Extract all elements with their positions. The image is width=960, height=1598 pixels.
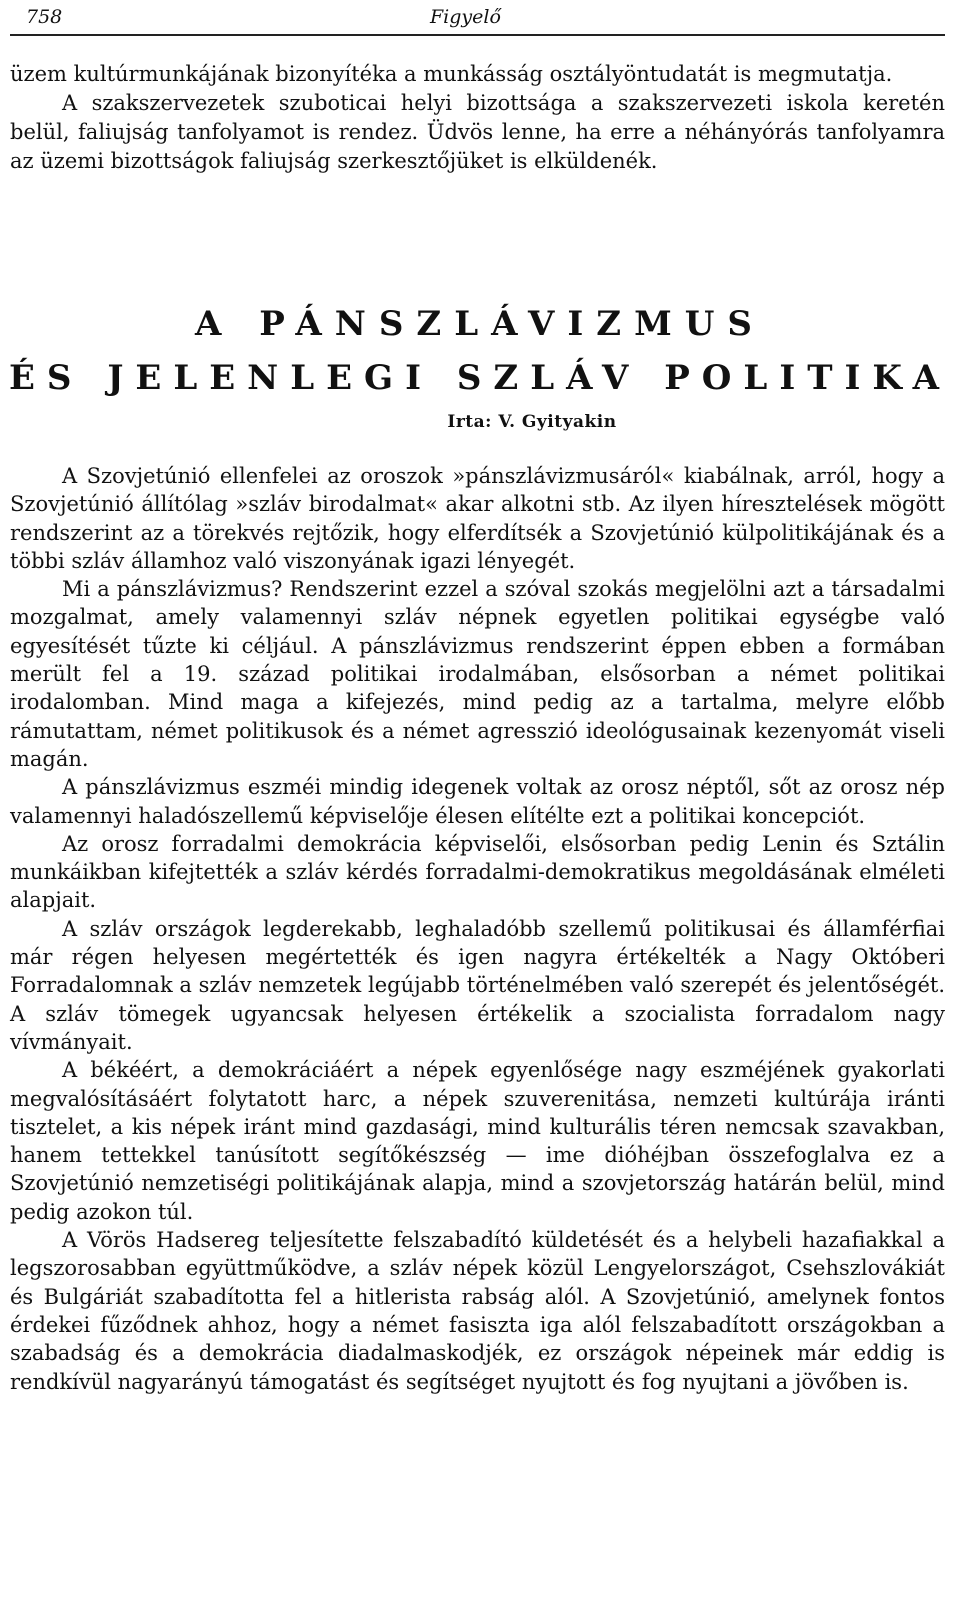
article-title-line2: ÉS JELENLEGI SZLÁV POLITIKA (9, 358, 951, 398)
article-byline: Irta: V. Gyityakin (447, 412, 617, 432)
article-paragraph: A békéért, a demokráciáért a népek egyenlősége nagy eszméjének gyakorlati megvalósításáért folytatott harc, a népek szuverenitása, nemzeti kultúrája iránti tisztelet, a kis népek iránt mind gazdasági, mind kulturális téren nemcsak szavakban, hanem tettekkel tanúsított segítőkészség — ime dióhéjban összefoglalva ez a Szovjetúnió nemzetiségi politikájának alapja, mind a szovjetország határán belül, mind pedig azokon túl. (10, 1058, 945, 1224)
article-paragraph: A pánszlávizmus eszméi mindig idegenek voltak az orosz néptől, sőt az orosz nép valamennyi haladószellemű képviselője élesen elítélte ezt a politikai koncepciót. (10, 775, 945, 828)
intro-paragraph: A szakszervezetek szuboticai helyi bizottsága a szakszervezeti iskola keretén belül, faliujság tanfolyamot is rendez. Üdvös lenne, ha erre a néhányórás tanfolyamra az üzemi bizottságok faliujság szerkesztőjüket is elküldenék. (10, 91, 945, 173)
article-body (10, 462, 945, 1396)
running-header (10, 4, 945, 36)
intro-paragraph: üzem kultúrmunkájának bizonyítéka a munkásság osztályöntudatát is megmutatja. (10, 62, 893, 86)
article-paragraph: A Szovjetúnió ellenfelei az oroszok »pánszlávizmusáról« kiabálnak, arról, hogy a Szovjetúnió állítólag »szláv birodalmat« akar alkotni stb. Az ilyen híresztelések mögött rendszerint az a törekvés rejtőzik, hogy elferdítsék a Szovjetúnió külpolitikájának és a többi szláv államhoz való viszonyának igazi lényegét. (10, 464, 945, 573)
article-paragraph: Mi a pánszlávizmus? Rendszerint ezzel a szóval szokás megjelölni azt a társadalmi mozgalmat, amely valamennyi szláv népnek egyetlen politikai egységbe való egyesítését tűzte ki céljául. A pánszlávizmus rendszerint éppen ebben a formában merült fel a 19. század politikai irodalmában, elsősorban a német politikai irodalomban. Mind maga a kifejezés, mind pedig az a tartalma, melyre előbb rámutattam, német politikusok és a német agresszió ideológusainak kezenyomát viseli magán. (10, 577, 945, 771)
page-number: 758 (26, 6, 63, 28)
article-paragraph: A Vörös Hadsereg teljesítette felszabadító küldetését és a helybeli hazafiakkal a legszorosabban együttműködve, a szláv népek közül Lengyelországot, Csehszlovákiát és Bulgáriát szabadította fel a hitlerista rabság alól. A Szovjetúnió, amelynek fontos érdekei fűződnek ahhoz, hogy a német fasiszta iga alól felszabadított országokban a szabadság és a demokrácia diadalmaskodjék, ez országok népeinek már eddig is rendkívül nagyarányú támogatást és segítséget nyujtott és fog nyujtani a jövőben is. (10, 1228, 945, 1394)
journal-title: Figyelő (430, 6, 501, 28)
intro-text (10, 60, 945, 176)
article-paragraph: A szláv országok legderekabb, leghaladóbb szellemű politikusai és államférfiai már régen helyesen megértették és igen nagyra értékelték a Nagy Októberi Forradalomnak a szláv nemzetek legújabb történelmében való szerepét és jelentőségét. A szláv tömegek ugyancsak helyesen értékelik a szocialista forradalom nagy vívmányait. (10, 916, 945, 1054)
article-title-line1: A PÁNSZLÁVIZMUS (195, 304, 765, 344)
article-paragraph: Az orosz forradalmi demokrácia képviselői, elsősorban pedig Lenin és Sztálin munkáikban kifejtették a szláv kérdés forradalmi-demokratikus megoldásának elméleti alapjait. (10, 831, 945, 913)
